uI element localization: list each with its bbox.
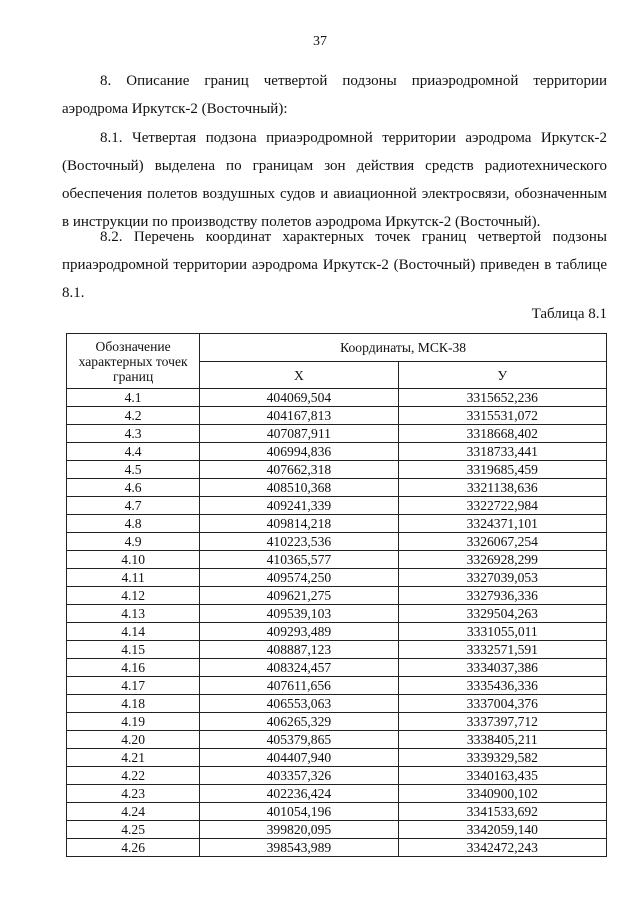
cell-y: 3337004,376 — [398, 695, 606, 713]
table-row — [67, 533, 607, 551]
cell-x: 399820,095 — [200, 821, 398, 839]
table-row — [67, 659, 607, 677]
table-row — [67, 407, 607, 425]
table-row — [67, 461, 607, 479]
cell-x: 404069,504 — [200, 389, 398, 407]
table-row — [67, 677, 607, 695]
cell-y: 3327936,336 — [398, 587, 606, 605]
cell-y: 3315652,236 — [398, 389, 606, 407]
cell-point-name: 4.9 — [67, 533, 200, 551]
cell-y: 3342059,140 — [398, 821, 606, 839]
cell-x: 409574,250 — [200, 569, 398, 587]
cell-y: 3318668,402 — [398, 425, 606, 443]
cell-point-name: 4.5 — [67, 461, 200, 479]
table-row — [67, 569, 607, 587]
section-heading: 8. Описание границ четвертой подзоны приаэродромной территории аэродрома Иркутск-2 (Восточный): — [62, 73, 607, 117]
table-row — [67, 479, 607, 497]
cell-point-name: 4.13 — [67, 605, 200, 623]
cell-y: 3335436,336 — [398, 677, 606, 695]
cell-x: 409293,489 — [200, 623, 398, 641]
cell-x: 404167,813 — [200, 407, 398, 425]
table-row — [67, 497, 607, 515]
cell-x: 398543,989 — [200, 839, 398, 857]
cell-point-name: 4.4 — [67, 443, 200, 461]
header-point-name: Обозначение характерных точек границ — [67, 334, 200, 389]
cell-y: 3326067,254 — [398, 533, 606, 551]
cell-point-name: 4.3 — [67, 425, 200, 443]
cell-point-name: 4.26 — [67, 839, 200, 857]
cell-y: 3338405,211 — [398, 731, 606, 749]
cell-point-name: 4.18 — [67, 695, 200, 713]
cell-y: 3329504,263 — [398, 605, 606, 623]
table-row — [67, 749, 607, 767]
cell-point-name: 4.7 — [67, 497, 200, 515]
cell-x: 408324,457 — [200, 659, 398, 677]
table-row — [67, 389, 607, 407]
table-row — [67, 695, 607, 713]
cell-point-name: 4.24 — [67, 803, 200, 821]
cell-x: 410223,536 — [200, 533, 398, 551]
header-y: У — [398, 362, 606, 389]
cell-point-name: 4.16 — [67, 659, 200, 677]
cell-point-name: 4.12 — [67, 587, 200, 605]
table-row — [67, 767, 607, 785]
cell-y: 3334037,386 — [398, 659, 606, 677]
cell-point-name: 4.1 — [67, 389, 200, 407]
table-row — [67, 515, 607, 533]
cell-y: 3340163,435 — [398, 767, 606, 785]
table-row — [67, 731, 607, 749]
cell-point-name: 4.8 — [67, 515, 200, 533]
table-body — [67, 389, 607, 857]
table-row — [67, 443, 607, 461]
table-row — [67, 605, 607, 623]
cell-x: 408510,368 — [200, 479, 398, 497]
cell-x: 409814,218 — [200, 515, 398, 533]
table-row — [67, 803, 607, 821]
table-row — [67, 641, 607, 659]
cell-point-name: 4.10 — [67, 551, 200, 569]
table-row — [67, 551, 607, 569]
cell-x: 407611,656 — [200, 677, 398, 695]
cell-x: 405379,865 — [200, 731, 398, 749]
cell-y: 3319685,459 — [398, 461, 606, 479]
table-row — [67, 713, 607, 731]
cell-point-name: 4.17 — [67, 677, 200, 695]
cell-x: 406265,329 — [200, 713, 398, 731]
table-row — [67, 785, 607, 803]
cell-y: 3341533,692 — [398, 803, 606, 821]
cell-y: 3322722,984 — [398, 497, 606, 515]
cell-y: 3340900,102 — [398, 785, 606, 803]
header-x: X — [200, 362, 398, 389]
cell-x: 406553,063 — [200, 695, 398, 713]
cell-y: 3342472,243 — [398, 839, 606, 857]
header-coordinates: Координаты, МСК-38 — [200, 334, 607, 362]
cell-x: 409241,339 — [200, 497, 398, 515]
paragraph-8-1: 8.1. Четвертая подзона приаэродромной территории аэродрома Иркутск-2 (Восточный) выделена по границам зон действия средств радиотехнического обеспечения полетов воздушных судов и авиационной электросвязи, обозначенным в инструкции по производству полетов аэродрома Иркутск-2 (Восточный). — [62, 130, 607, 230]
table-row — [67, 425, 607, 443]
cell-y: 3326928,299 — [398, 551, 606, 569]
cell-y: 3332571,591 — [398, 641, 606, 659]
cell-x: 401054,196 — [200, 803, 398, 821]
table-row — [67, 839, 607, 857]
cell-y: 3331055,011 — [398, 623, 606, 641]
cell-x: 409621,275 — [200, 587, 398, 605]
table-row — [67, 821, 607, 839]
cell-x: 404407,940 — [200, 749, 398, 767]
cell-point-name: 4.25 — [67, 821, 200, 839]
cell-y: 3315531,072 — [398, 407, 606, 425]
cell-x: 407662,318 — [200, 461, 398, 479]
page-number: 37 — [313, 34, 327, 49]
cell-point-name: 4.21 — [67, 749, 200, 767]
cell-point-name: 4.23 — [67, 785, 200, 803]
cell-point-name: 4.15 — [67, 641, 200, 659]
cell-point-name: 4.6 — [67, 479, 200, 497]
cell-point-name: 4.14 — [67, 623, 200, 641]
paragraph-8-2: 8.2. Перечень координат характерных точек границ четвертой подзоны приаэродромной территории аэродрома Иркутск-2 (Восточный) приведен в таблице 8.1. — [62, 229, 607, 301]
cell-point-name: 4.2 — [67, 407, 200, 425]
table-caption: Таблица 8.1 — [531, 306, 607, 322]
cell-y: 3321138,636 — [398, 479, 606, 497]
cell-point-name: 4.22 — [67, 767, 200, 785]
cell-x: 408887,123 — [200, 641, 398, 659]
cell-x: 403357,326 — [200, 767, 398, 785]
coordinates-table — [66, 333, 607, 857]
cell-x: 409539,103 — [200, 605, 398, 623]
table-row — [67, 623, 607, 641]
cell-point-name: 4.11 — [67, 569, 200, 587]
cell-point-name: 4.20 — [67, 731, 200, 749]
cell-y: 3327039,053 — [398, 569, 606, 587]
cell-y: 3318733,441 — [398, 443, 606, 461]
cell-y: 3339329,582 — [398, 749, 606, 767]
cell-x: 407087,911 — [200, 425, 398, 443]
cell-x: 402236,424 — [200, 785, 398, 803]
table-row — [67, 587, 607, 605]
cell-y: 3337397,712 — [398, 713, 606, 731]
cell-x: 410365,577 — [200, 551, 398, 569]
cell-y: 3324371,101 — [398, 515, 606, 533]
cell-point-name: 4.19 — [67, 713, 200, 731]
cell-x: 406994,836 — [200, 443, 398, 461]
